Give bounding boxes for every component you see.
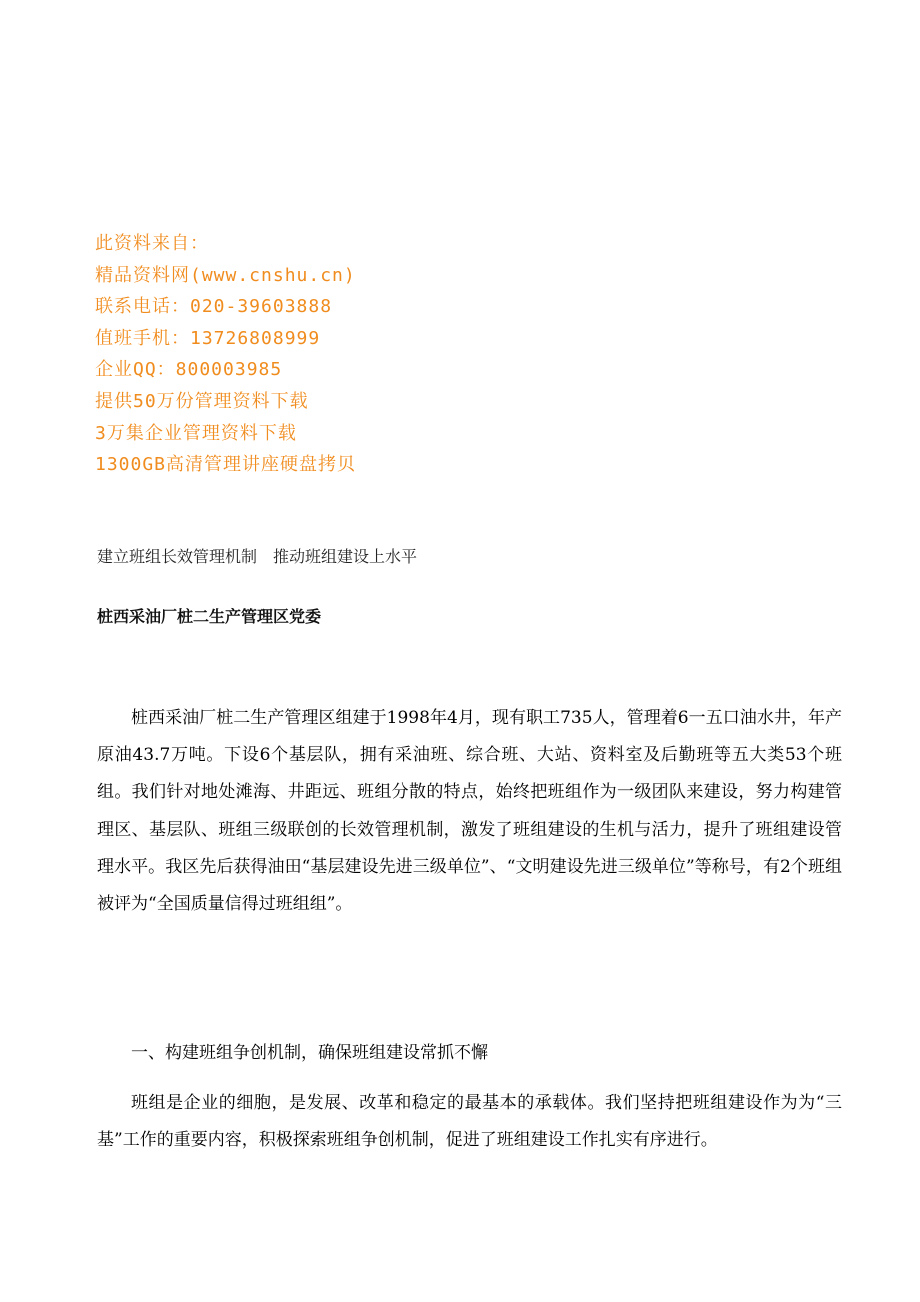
ad-line-offer-2: 3万集企业管理资料下载 xyxy=(95,422,297,444)
section-1-heading: 一、构建班组争创机制，确保班组建设常抓不懈 xyxy=(131,1043,488,1063)
ad-line-source: 此资料来自： xyxy=(95,233,209,254)
ad-line-website: 精品资料网(www.cnshu.cn) xyxy=(95,264,356,286)
ad-line-offer-1: 提供50万份管理资料下载 xyxy=(95,390,309,412)
article-paragraph-2: 班组是企业的细胞，是发展、改革和稳定的最基本的承载体。我们坚持把班组建设作为为“三基”工作的重要内容，积极探索班组争创机制，促进了班组建设工作扎实有序进行。 xyxy=(97,1093,842,1151)
ad-line-mobile: 值班手机：13726808999 xyxy=(95,327,321,349)
article-paragraph-1: 桩西采油厂桩二生产管理区组建于1998年4月，现有职工735人，管理着6一五口油水井，年产原油43.7万吨。下设6个基层队，拥有采油班、综合班、大站、资料室及后勤班等五大类53个班组。我们针对地处滩海、井距远、班组分散的特点，始终把班组作为一级团队来建设，努力构建管理区、基层队、班组三级联创的长效管理机制，激发了班组建设的生机与活力，提升了班组建设管理水平。我区先后获得油田“基层建设先进三级单位”、“文明建设先进三级单位”等称号，有2个班组被评为“全国质量信得过班组组”。 xyxy=(97,708,842,915)
ad-line-phone: 联系电话：020-39603888 xyxy=(95,296,333,318)
source-ad-block xyxy=(95,228,795,481)
ad-line-offer-3: 1300GB高清管理讲座硬盘拷贝 xyxy=(95,454,357,476)
article-title: 建立班组长效管理机制 推动班组建设上水平 xyxy=(97,547,418,566)
article-organization: 桩西采油厂桩二生产管理区党委 xyxy=(97,607,322,626)
ad-line-qq: 企业QQ：800003985 xyxy=(95,359,283,381)
